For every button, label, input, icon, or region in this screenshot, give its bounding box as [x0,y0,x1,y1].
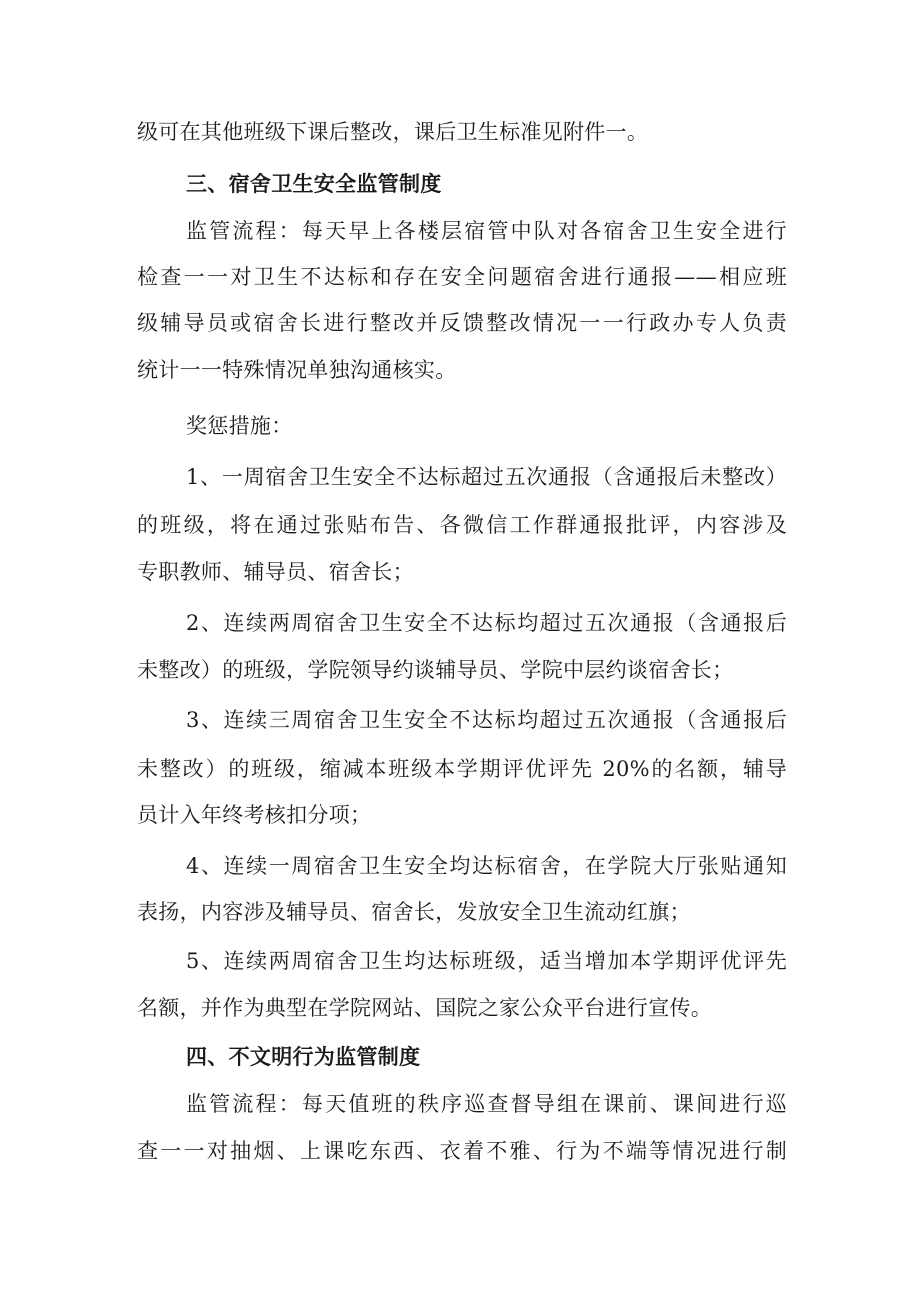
paragraph-line: 未整改）的班级，学院领导约谈辅导员、学院中层约谈宿舍长； [137,658,734,682]
paragraph-line: 未整改）的班级，缩减本班级本学期评优评先 20%的名额，辅导 [137,757,787,781]
paragraph-line: 5、连续两周宿舍卫生均达标班级，适当增加本学期评优评先 [186,949,787,973]
paragraph-line: 2、连续两周宿舍卫生安全不达标均超过五次通报（含通报后 [186,611,787,635]
paragraph-line: 4、连续一周宿舍卫生安全均达标宿舍，在学院大厅张贴通知 [186,854,787,878]
paragraph-line: 级辅导员或宿舍长进行整改并反馈整改情况一一行政办专人负责 [137,311,787,335]
paragraph-line: 奖惩措施： [186,414,293,438]
paragraph-line: 监管流程：每天值班的秩序巡查督导组在课前、课间进行巡 [186,1092,787,1116]
paragraph-line: 监管流程：每天早上各楼层宿管中队对各宿舍卫生安全进行 [186,219,787,243]
section-heading-3: 三、宿舍卫生安全监管制度 [186,172,442,196]
paragraph-line: 专职教师、辅导员、宿舍长； [137,560,414,584]
paragraph-line: 级可在其他班级下课后整改，课后卫生标准见附件一。 [137,120,649,144]
paragraph-line: 员计入年终考核扣分项； [137,803,372,827]
paragraph-line: 检查一一对卫生不达标和存在安全问题宿舍进行通报——相应班 [137,265,787,289]
paragraph-line: 的班级，将在通过张贴布告、各微信工作群通报批评，内容涉及 [137,513,787,537]
paragraph-line: 查一一对抽烟、上课吃东西、衣着不雅、行为不端等情况进行制 [137,1139,787,1163]
section-heading-4: 四、不文明行为监管制度 [186,1045,421,1069]
paragraph-line: 统计一一特殊情况单独沟通核实。 [137,358,457,382]
paragraph-line: 名额，并作为典型在学院网站、国院之家公众平台进行宣传。 [137,996,713,1020]
paragraph-line: 3、连续三周宿舍卫生安全不达标均超过五次通报（含通报后 [186,708,787,732]
paragraph-line: 1、一周宿舍卫生安全不达标超过五次通报（含通报后未整改） [186,465,787,489]
paragraph-line: 表扬，内容涉及辅导员、宿舍长，发放安全卫生流动红旗； [137,900,691,924]
